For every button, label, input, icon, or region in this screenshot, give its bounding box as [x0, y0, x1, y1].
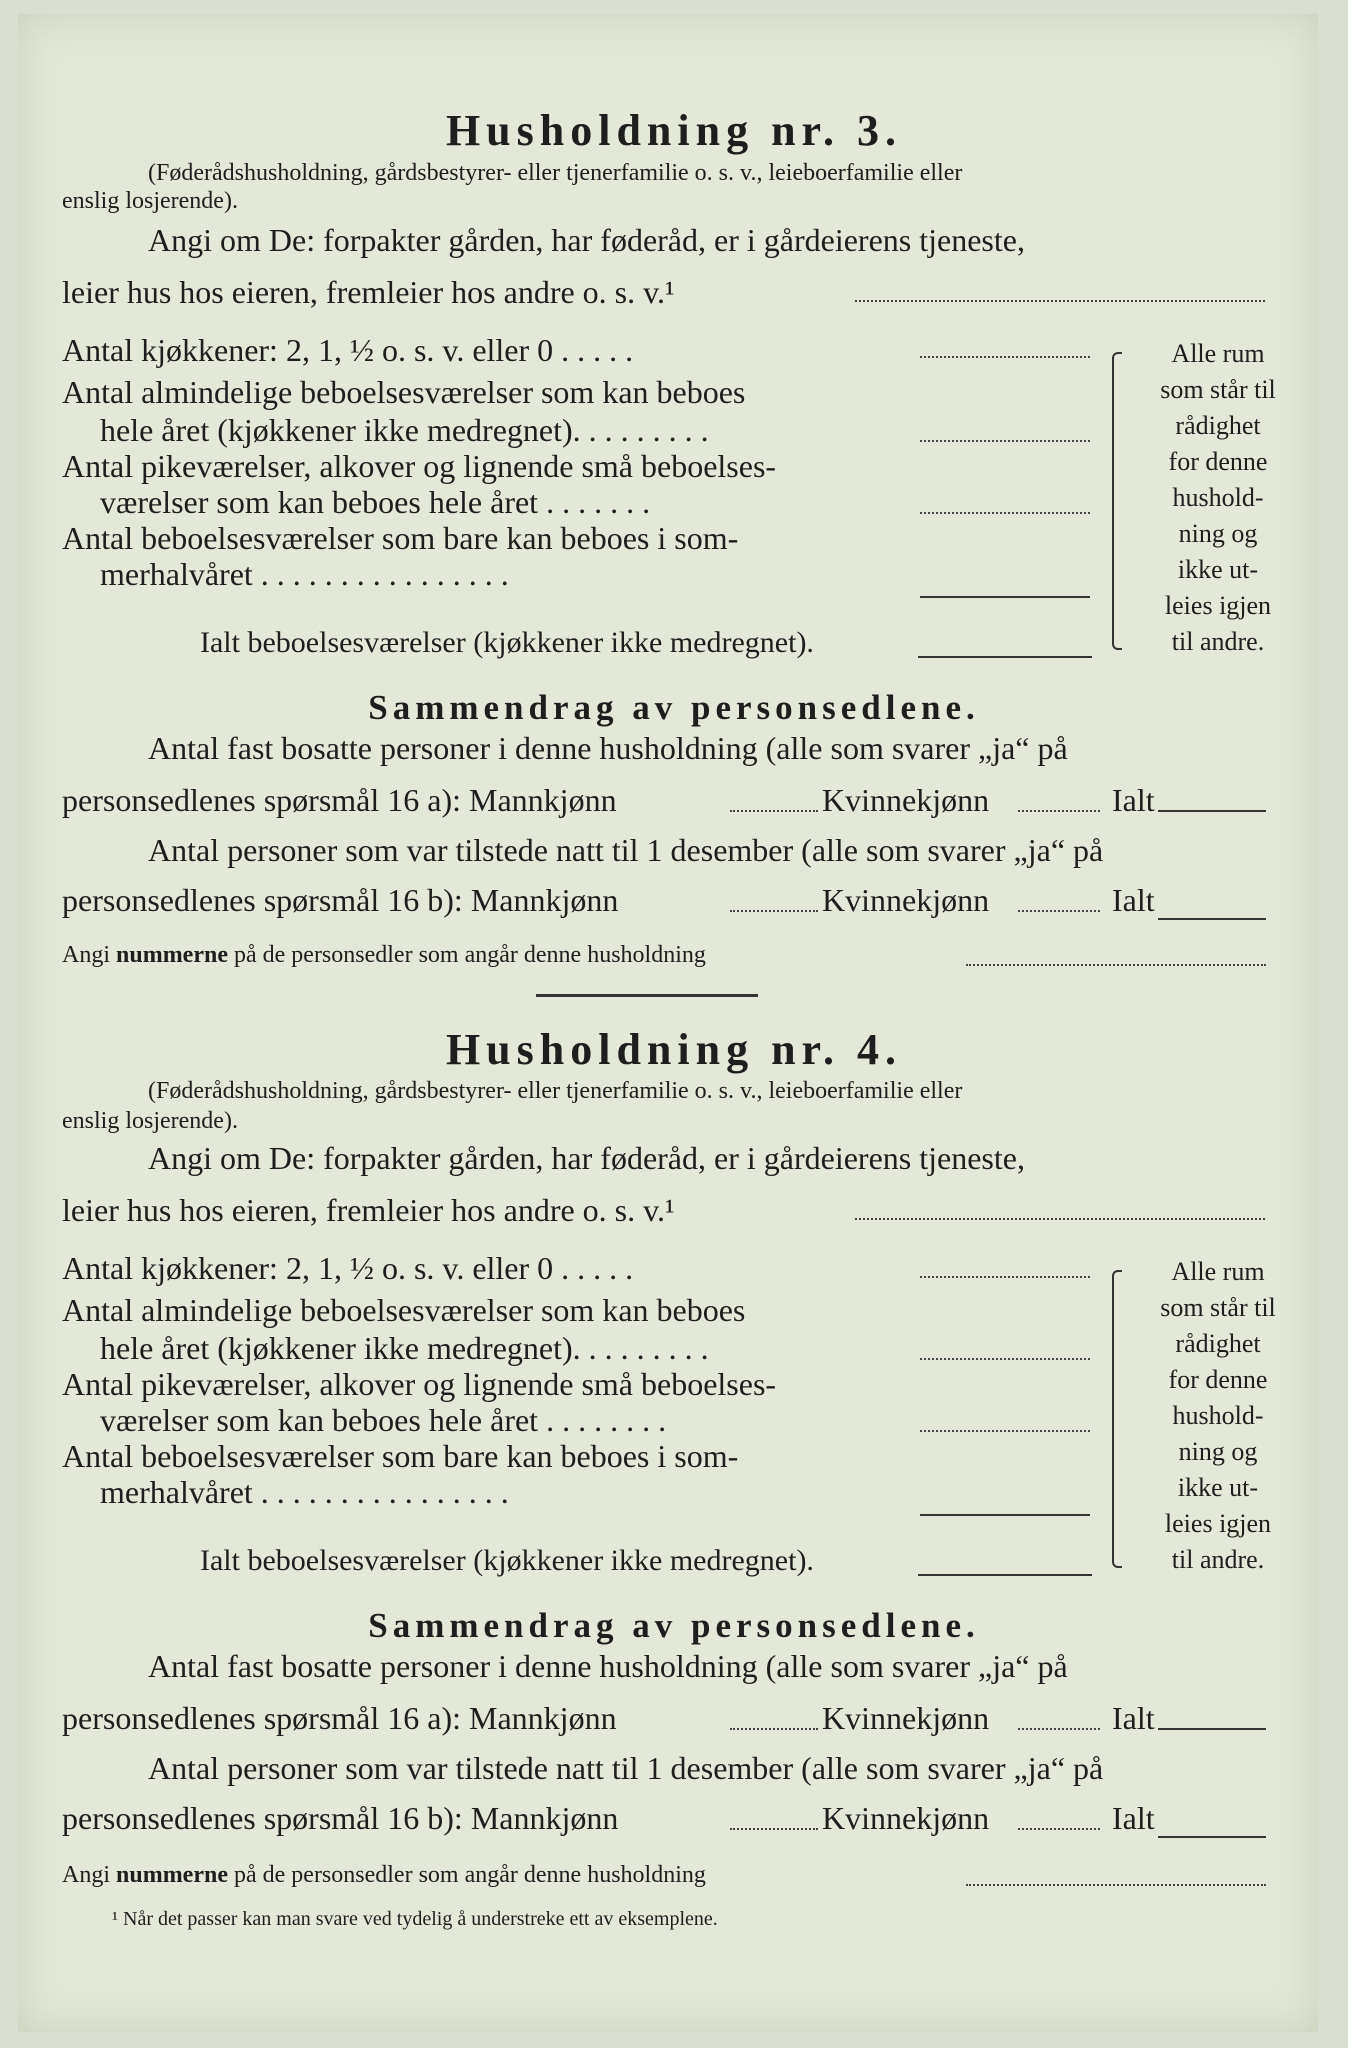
note-line: (Føderådshusholdning, gårdsbestyrer- eller tjenerfamilie o. s. v., leieboerfamilie eller: [148, 160, 963, 186]
present-total-field[interactable]: [1158, 918, 1266, 920]
angi-text: Angi om De: forpakter gården, har føderåd, er i gårdeierens tjeneste,: [148, 222, 1025, 258]
present-female-field[interactable]: [1018, 910, 1100, 912]
side-note: Alle rum som står til rådighet for denne hushold- ning og ikke ut- leies igjen til andre.: [1160, 1257, 1276, 1574]
total-rooms-label: Ialt beboelsesværelser (kjøkkener ikke medregnet).: [200, 1544, 814, 1577]
kitchens-field[interactable]: [920, 356, 1090, 358]
resident-female-field[interactable]: [1018, 810, 1100, 812]
numbers-field[interactable]: [966, 964, 1266, 966]
resident-text: Antal fast bosatte personer i denne husholdning (alle som svarer „ja“ på: [148, 730, 1068, 766]
female-label: Kvinnekjønn: [822, 882, 990, 918]
total-label: Ialt: [1112, 882, 1155, 918]
present-male-field[interactable]: [730, 910, 818, 912]
summer-rooms-label: merhalvåret . . . . . . . . . . . . . . . .: [100, 1474, 509, 1510]
side-note-brace: [1112, 352, 1122, 650]
maid-rooms-label: værelser som kan beboes hele året . . . . . . . .: [100, 1402, 667, 1438]
present-total-field[interactable]: [1158, 1836, 1266, 1838]
present-text: personsedlenes spørsmål 16 b): Mannkjønn: [62, 882, 619, 918]
total-label: Ialt: [1112, 1700, 1155, 1736]
female-label: Kvinnekjønn: [822, 782, 990, 818]
maid-rooms-label: værelser som kan beboes hele året . . . . . . .: [100, 484, 651, 520]
total-label: Ialt: [1112, 1800, 1155, 1836]
total-rooms-label: Ialt beboelsesværelser (kjøkkener ikke medregnet).: [200, 626, 814, 659]
total-rooms-field[interactable]: [918, 656, 1092, 658]
numbers-field[interactable]: [966, 1884, 1266, 1886]
tenure-field[interactable]: [855, 1218, 1265, 1220]
summer-rooms-field[interactable]: [920, 1514, 1090, 1516]
present-male-field[interactable]: [730, 1828, 818, 1830]
summer-rooms-label: merhalvåret . . . . . . . . . . . . . . . .: [100, 556, 509, 592]
note-line: enslig losjerende).: [62, 188, 238, 214]
side-note: Alle rum som står til rådighet for denne hushold- ning og ikke ut- leies igjen til andre.: [1160, 339, 1276, 656]
present-text: Antal personer som var tilstede natt til 1 desember (alle som svarer „ja“ på: [148, 832, 1104, 868]
numbers-label: Angi nummerne på de personsedler som angår denne husholdning: [62, 942, 706, 968]
resident-male-field[interactable]: [730, 1728, 818, 1730]
household-title: Husholdning nr. 4.: [445, 1025, 903, 1074]
angi-text: leier hus hos eieren, fremleier hos andre o. s. v.¹: [62, 274, 675, 310]
total-label: Ialt: [1112, 782, 1155, 818]
resident-text: Antal fast bosatte personer i denne husholdning (alle som svarer „ja“ på: [148, 1648, 1068, 1684]
ordinary-rooms-label: Antal almindelige beboelsesværelser som kan beboes: [62, 1292, 746, 1328]
angi-text: Angi om De: forpakter gården, har føderåd, er i gårdeierens tjeneste,: [148, 1140, 1025, 1176]
present-female-field[interactable]: [1018, 1828, 1100, 1830]
resident-text: personsedlenes spørsmål 16 a): Mannkjønn: [62, 782, 617, 818]
female-label: Kvinnekjønn: [822, 1800, 990, 1836]
present-text: personsedlenes spørsmål 16 b): Mannkjønn: [62, 1800, 619, 1836]
kitchens-field[interactable]: [920, 1276, 1090, 1278]
side-note-brace: [1112, 1270, 1122, 1568]
ordinary-rooms-field[interactable]: [920, 1358, 1090, 1360]
summary-title: Sammendrag av personsedlene.: [368, 1606, 980, 1645]
female-label: Kvinnekjønn: [822, 1700, 990, 1736]
resident-total-field[interactable]: [1158, 810, 1266, 812]
note-line: (Føderådshusholdning, gårdsbestyrer- eller tjenerfamilie o. s. v., leieboerfamilie eller: [148, 1078, 963, 1104]
angi-text: leier hus hos eieren, fremleier hos andre o. s. v.¹: [62, 1192, 675, 1228]
resident-text: personsedlenes spørsmål 16 a): Mannkjønn: [62, 1700, 617, 1736]
ordinary-rooms-label: Antal almindelige beboelsesværelser som kan beboes: [62, 374, 746, 410]
ordinary-rooms-field[interactable]: [920, 440, 1090, 442]
section-divider: [536, 994, 758, 997]
resident-male-field[interactable]: [730, 810, 818, 812]
summer-rooms-label: Antal beboelsesværelser som bare kan beboes i som-: [62, 520, 739, 556]
resident-female-field[interactable]: [1018, 1728, 1100, 1730]
maid-rooms-label: Antal pikeværelser, alkover og lignende små beboelses-: [62, 1366, 777, 1402]
maid-rooms-field[interactable]: [920, 1430, 1090, 1432]
maid-rooms-field[interactable]: [920, 512, 1090, 514]
household-title: Husholdning nr. 3.: [445, 106, 903, 155]
note-line: enslig losjerende).: [62, 1108, 238, 1134]
tenure-field[interactable]: [855, 300, 1265, 302]
present-text: Antal personer som var tilstede natt til 1 desember (alle som svarer „ja“ på: [148, 1750, 1104, 1786]
summer-rooms-field[interactable]: [920, 596, 1090, 598]
summary-title: Sammendrag av personsedlene.: [368, 688, 980, 727]
numbers-label: Angi nummerne på de personsedler som angår denne husholdning: [62, 1862, 706, 1888]
ordinary-rooms-label: hele året (kjøkkener ikke medregnet). . . . . . . . .: [100, 412, 709, 448]
kitchens-label: Antal kjøkkener: 2, 1, ½ o. s. v. eller 0 . . . . .: [62, 332, 634, 368]
summer-rooms-label: Antal beboelsesværelser som bare kan beboes i som-: [62, 1438, 739, 1474]
maid-rooms-label: Antal pikeværelser, alkover og lignende små beboelses-: [62, 448, 777, 484]
ordinary-rooms-label: hele året (kjøkkener ikke medregnet). . . . . . . . .: [100, 1330, 709, 1366]
footnote: ¹ Når det passer kan man svare ved tydelig å understreke ett av eksemplene.: [112, 1908, 718, 1930]
kitchens-label: Antal kjøkkener: 2, 1, ½ o. s. v. eller 0 . . . . .: [62, 1250, 634, 1286]
resident-total-field[interactable]: [1158, 1728, 1266, 1730]
total-rooms-field[interactable]: [918, 1574, 1092, 1576]
